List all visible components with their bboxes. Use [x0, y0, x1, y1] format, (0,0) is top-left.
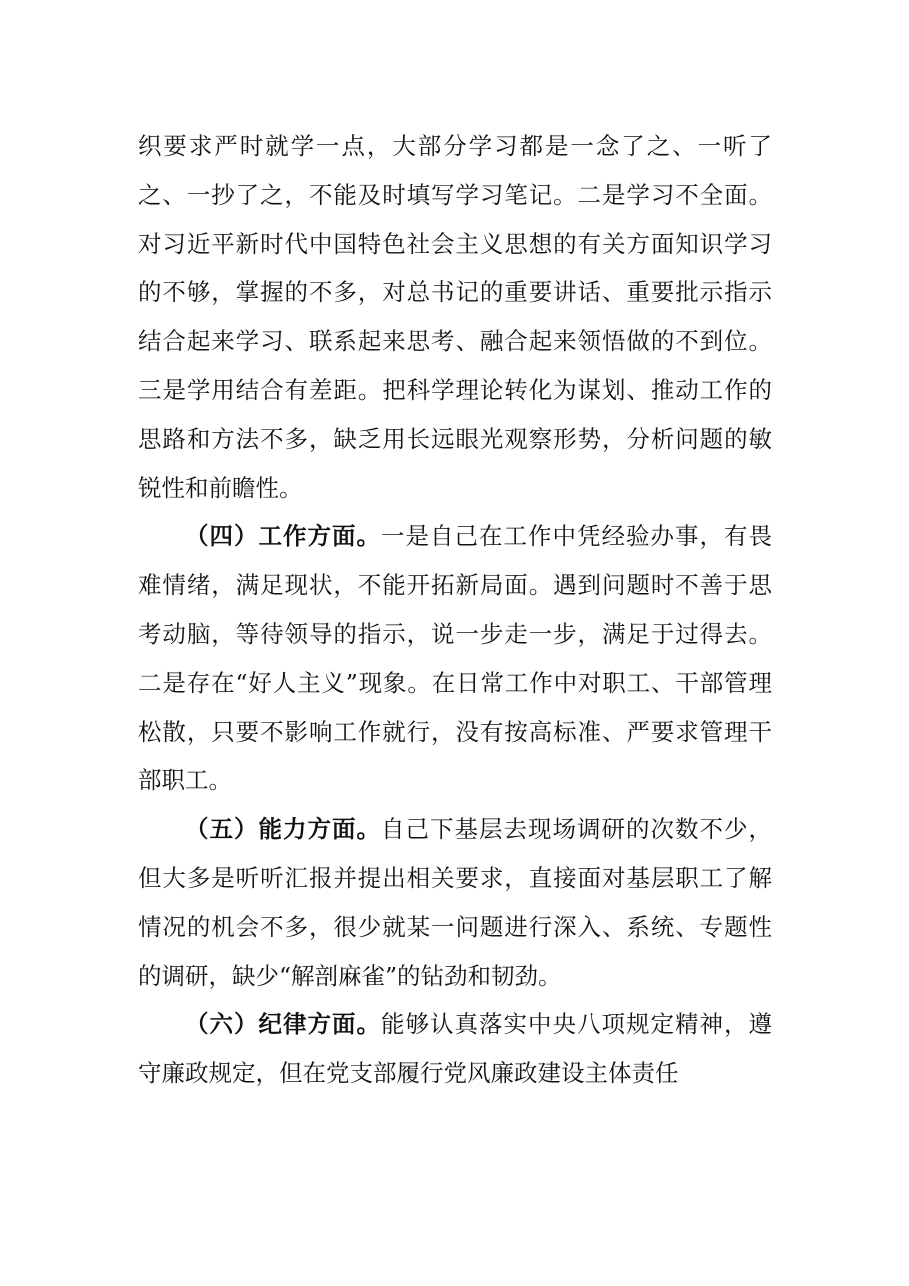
- paragraph-text: 能够认真落实中央八项规定精神，遵守廉政规定，但在党支部履行党风廉政建设主体责任: [138, 1010, 772, 1088]
- paragraph-discipline: [138, 1000, 772, 1098]
- section-heading-work: （四）工作方面。: [185, 522, 381, 551]
- paragraph-study-continued: [138, 122, 772, 512]
- paragraph-ability: [138, 805, 772, 1000]
- document-body: [138, 122, 772, 1098]
- paragraph-text: 一是自己在工作中凭经验办事，有畏难情绪，满足现状，不能开拓新局面。遇到问题时不善于思考动脑，等待领导的指示，说一步走一步，满足于过得去。二是存在“好人主义”现象。在日常工作中对职工、干部管理松散，只要不影响工作就行，没有按高标准、严要求管理干部职工。: [138, 522, 772, 795]
- paragraph-text: 自己下基层去现场调研的次数不少，但大多是听听汇报并提出相关要求，直接面对基层职工了解情况的机会不多，很少就某一问题进行深入、系统、专题性的调研，缺少“解剖麻雀”的钻劲和韧劲。: [138, 815, 772, 990]
- paragraph-text: 织要求严时就学一点，大部分学习都是一念了之、一听了之、一抄了之，不能及时填写学习笔记。二是学习不全面。对习近平新时代中国特色社会主义思想的有关方面知识学习的不够，掌握的不多，对总书记的重要讲话、重要批示指示结合起来学习、联系起来思考、融合起来领悟做的不到位。三是学用结合有差距。把科学理论转化为谋划、推动工作的思路和方法不多，缺乏用长远眼光观察形势，分析问题的敏锐性和前瞻性。: [138, 132, 772, 502]
- section-heading-ability: （五）能力方面。: [185, 815, 381, 844]
- paragraph-work: [138, 512, 772, 805]
- section-heading-discipline: （六）纪律方面。: [185, 1010, 381, 1039]
